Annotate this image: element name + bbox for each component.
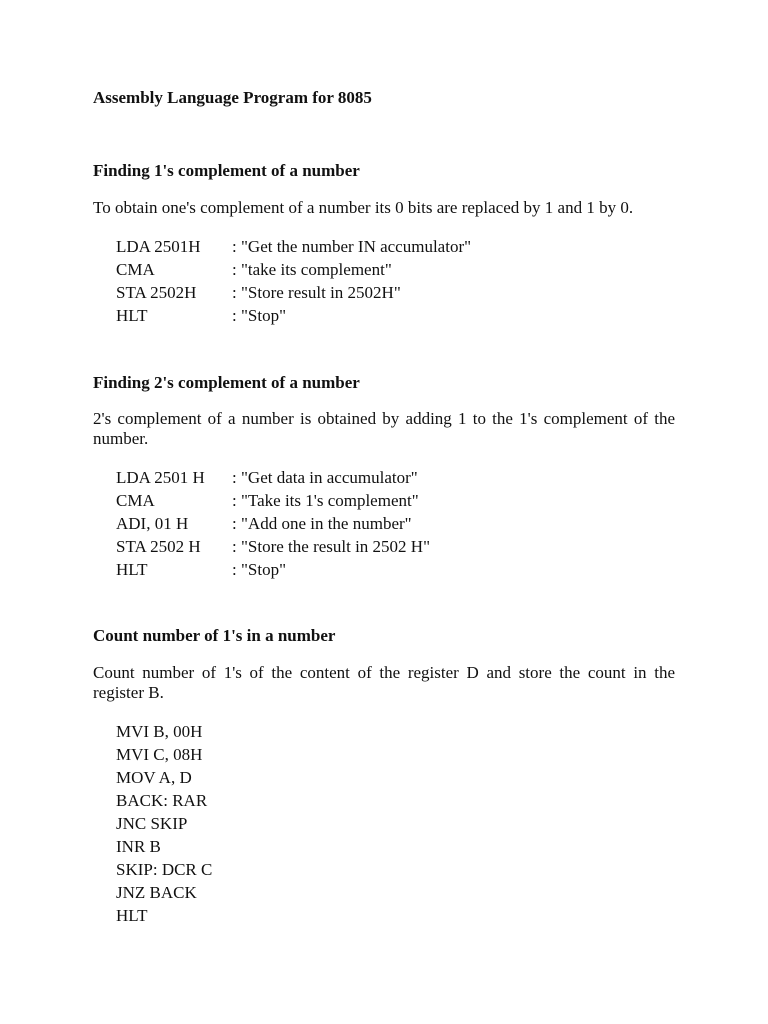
instruction: MOV A, D [116, 768, 192, 787]
section-heading-twos-complement: Finding 2's complement of a number [93, 373, 360, 392]
code-block-ones-complement [116, 235, 616, 327]
instruction: ADI, 01 H [116, 514, 189, 533]
code-line [116, 812, 616, 835]
instruction: MVI B, 00H [116, 722, 203, 741]
code-line [116, 489, 616, 512]
comment: : "Take its 1's complement" [232, 491, 419, 510]
section-heading-ones-complement: Finding 1's complement of a number [93, 161, 360, 180]
comment: : "Get the number IN accumulator" [232, 237, 472, 256]
code-line [116, 835, 616, 858]
instruction: HLT [116, 560, 148, 579]
instruction: LDA 2501 H [116, 468, 205, 487]
section-description-ones-complement: To obtain one's complement of a number its 0 bits are replaced by 1 and 1 by 0. [93, 198, 634, 217]
code-line [116, 904, 616, 927]
code-line [116, 881, 616, 904]
comment: : "Add one in the number" [232, 514, 412, 533]
comment: : "Stop" [232, 560, 287, 579]
code-line [116, 258, 616, 281]
section-description-count-ones: Count number of 1's of the content of the register D and store the count in the register B. [93, 663, 675, 702]
section-heading-count-ones: Count number of 1's in a number [93, 626, 336, 645]
comment: : "Store result in 2502H" [232, 283, 401, 302]
code-line [116, 743, 616, 766]
instruction: LDA 2501H [116, 237, 201, 256]
code-block-count-ones [116, 720, 616, 927]
code-block-twos-complement [116, 466, 616, 581]
instruction: BACK: RAR [116, 791, 208, 810]
instruction: STA 2502H [116, 283, 197, 302]
comment: : "Store the result in 2502 H" [232, 537, 431, 556]
code-line [116, 720, 616, 743]
instruction: SKIP: DCR C [116, 860, 213, 879]
instruction: INR B [116, 837, 161, 856]
code-line [116, 466, 616, 489]
section-description-twos-complement: 2's complement of a number is obtained by adding 1 to the 1's complement of the number. [93, 409, 675, 448]
code-line [116, 235, 616, 258]
instruction: JNC SKIP [116, 814, 188, 833]
comment: : "Get data in accumulator" [232, 468, 418, 487]
instruction: CMA [116, 260, 155, 279]
code-line [116, 858, 616, 881]
instruction: MVI C, 08H [116, 745, 203, 764]
document-title: Assembly Language Program for 8085 [93, 88, 372, 107]
code-line [116, 535, 616, 558]
instruction: STA 2502 H [116, 537, 201, 556]
comment: : "take its complement" [232, 260, 392, 279]
instruction: HLT [116, 906, 148, 925]
code-line [116, 281, 616, 304]
code-line [116, 304, 616, 327]
instruction: CMA [116, 491, 155, 510]
code-line [116, 766, 616, 789]
code-line [116, 789, 616, 812]
comment: : "Stop" [232, 306, 287, 325]
code-line [116, 512, 616, 535]
instruction: HLT [116, 306, 148, 325]
code-line [116, 558, 616, 581]
instruction: JNZ BACK [116, 883, 197, 902]
